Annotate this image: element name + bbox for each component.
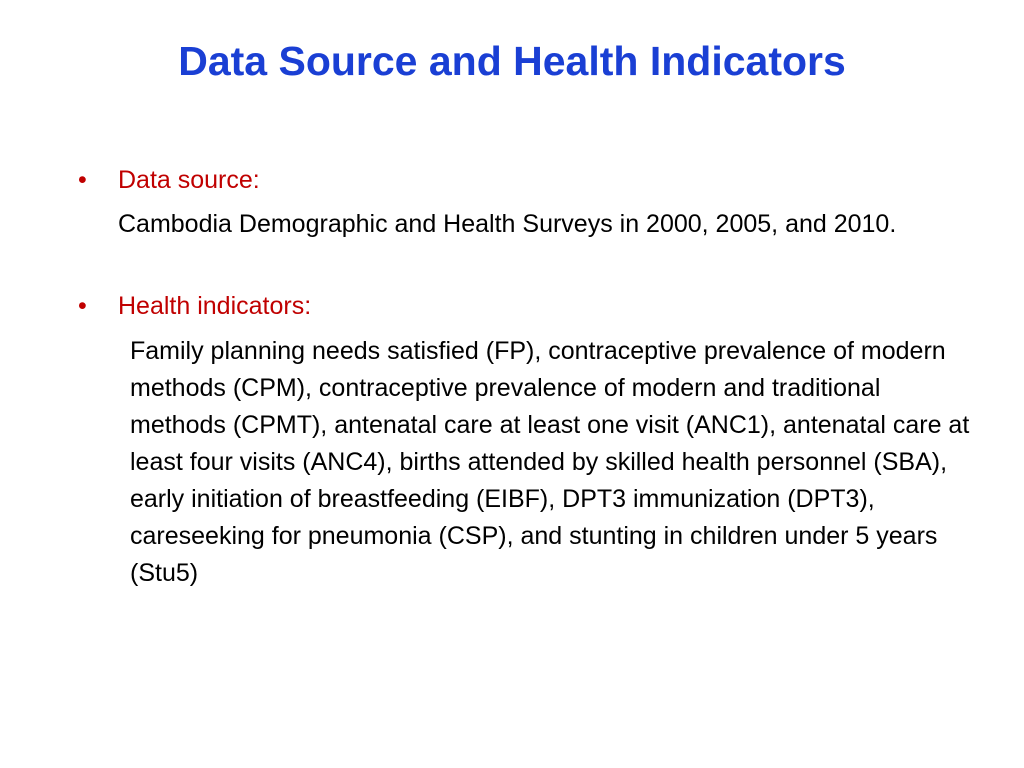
bullet-label: Health indicators: [118, 292, 312, 320]
health-indicators-text: Family planning needs satisfied (FP), contraceptive prevalence of modern methods (CPM), contraceptive prevalence of modern and traditional methods (CPMT), antenatal care at least one visit (ANC1), antenatal care at least four visits (ANC4), births attended by skilled health personnel (SBA), early initiation of breastfeeding (EIBF), DPT3 immunization (DPT3), careseeking for pneumonia (CSP), and stunting in children under 5 years (Stu5) [130, 337, 970, 587]
bullet-label: Data source: [118, 166, 260, 194]
slide-title: Data Source and Health Indicators [178, 38, 846, 84]
bullet-icon: • [78, 166, 87, 194]
bullet-icon: • [78, 292, 87, 320]
data-source-text: Cambodia Demographic and Health Surveys in 2000, 2005, and 2010. [118, 210, 897, 238]
